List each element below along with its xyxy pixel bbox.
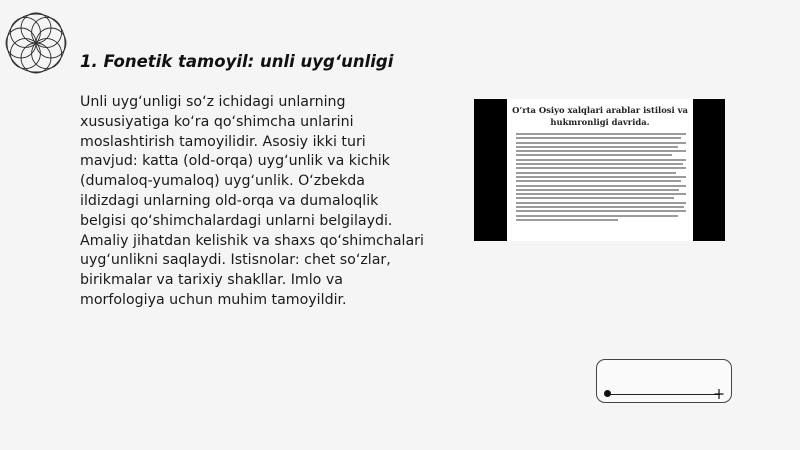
slide-body-text: Unli uyg‘unligi so‘z ichidagi unlarning xususiyatiga ko‘ra qo‘shimcha unlarini moslashtirish tamoyilidir. Asosiy ikki turi mavjud: katta (old-orqa) uyg‘unlik va kichik (dumaloq-yumaloq) uyg‘unlik. O‘zbekda ildizdagi unlarning old-orqa va dumaloqlik belgisi qo‘shimchalardagi unlarni belgilaydi. Amaliy jihatdan kelishik va shaxs qo‘shimchalari uyg‘unlikni saqlaydi. Istisnolar: chet so‘zlar, birikmalar va tarixiy shakllar. Imlo va morfologiya uchun muhim tamoyildir.	[80, 94, 424, 308]
slide-title: 1. Fonetik tamoyil: unli uyg‘unligi	[80, 52, 394, 71]
media-player-control[interactable]	[596, 359, 732, 403]
document-black-bar-left	[474, 99, 507, 241]
document-text-block	[516, 133, 686, 223]
document-image	[474, 99, 725, 241]
player-progress-handle[interactable]	[604, 390, 611, 397]
plus-icon[interactable]	[714, 388, 724, 400]
document-heading: O‘rta Osiyo xalqlari arablar istilosi va hukmronligi davrida.	[512, 105, 688, 127]
document-black-bar-right	[693, 99, 725, 241]
document-page	[507, 99, 693, 241]
circular-pattern-logo-icon	[3, 4, 69, 82]
player-progress-track[interactable]	[609, 394, 720, 395]
